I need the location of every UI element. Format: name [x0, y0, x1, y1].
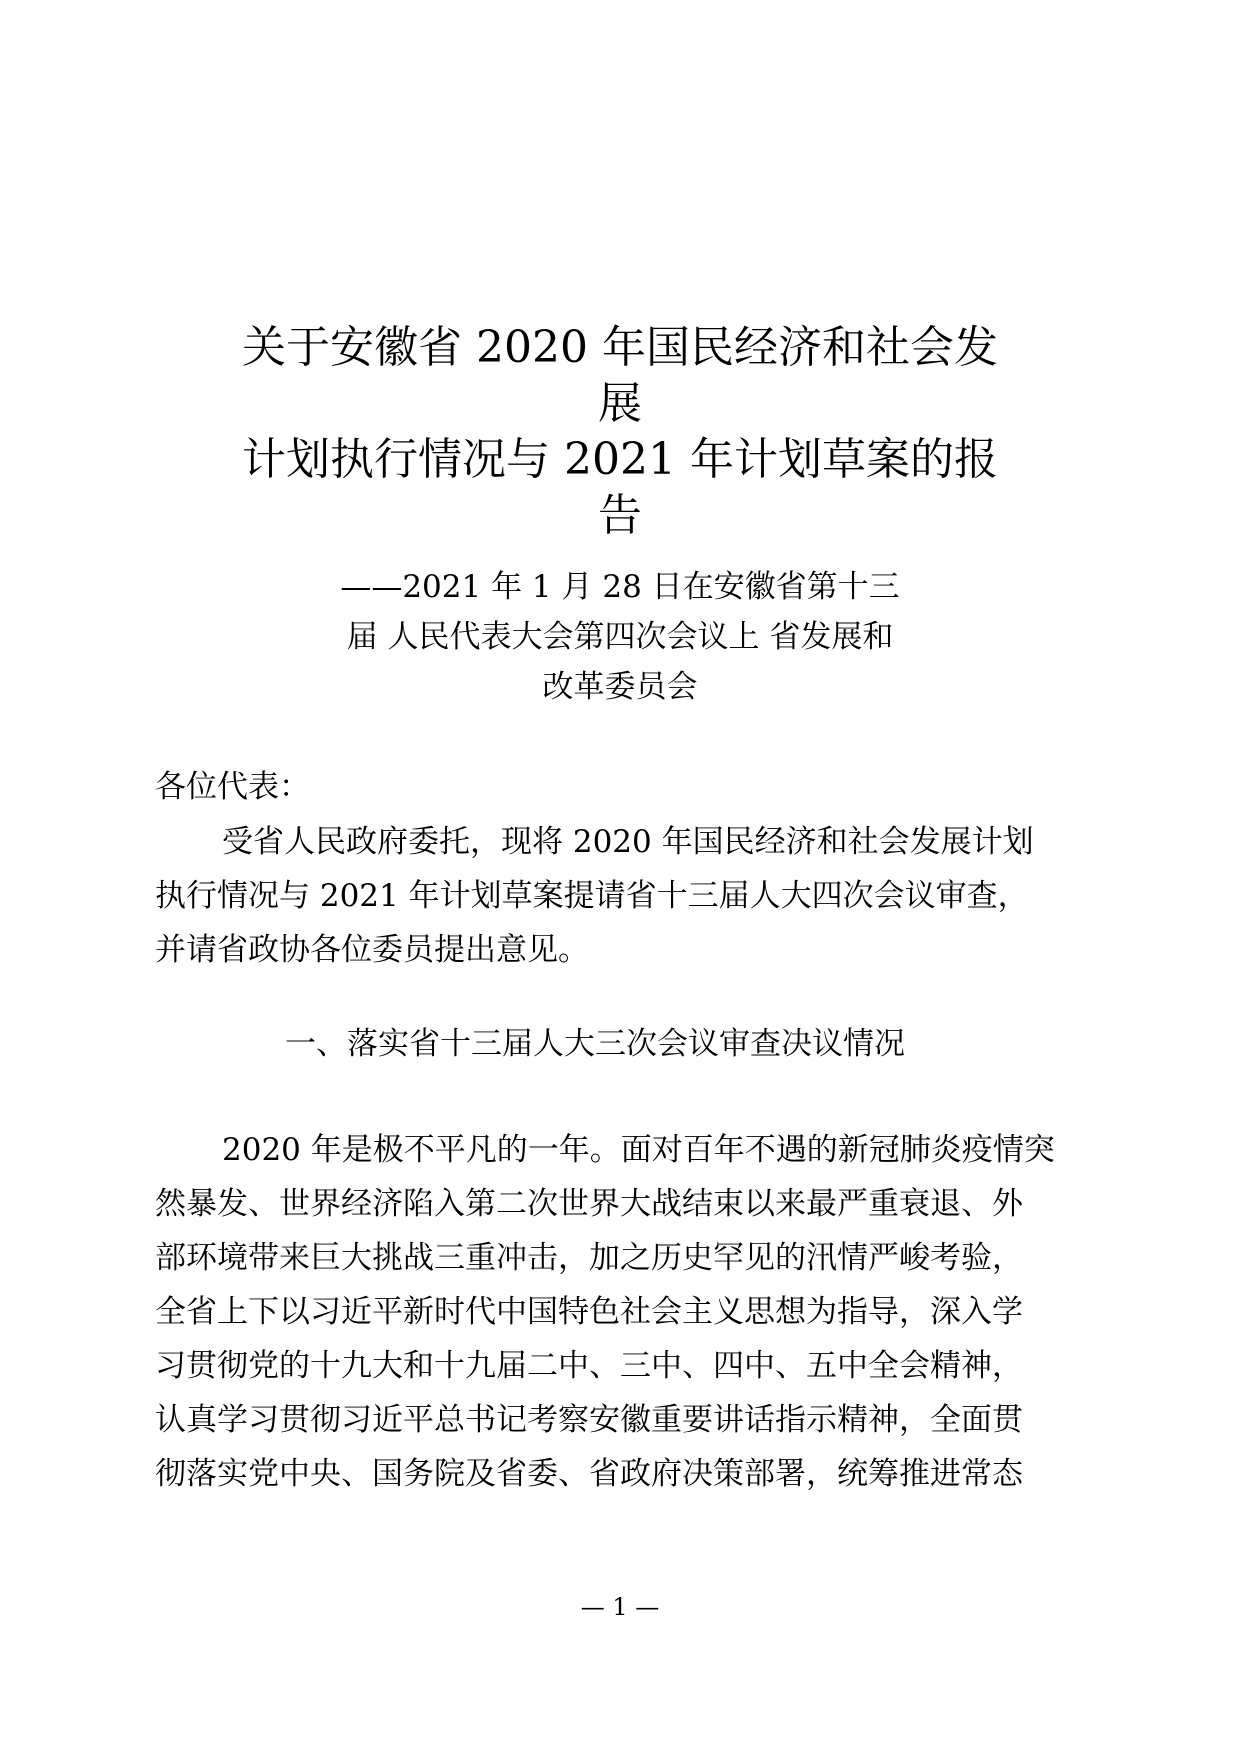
intro-line-3: 并请省政协各位委员提出意见。	[155, 932, 589, 968]
page-number: — 1 —	[580, 1593, 660, 1621]
intro-line-2: 执行情况与 2021 年计划草案提请省十三届人大四次会议审查，	[155, 878, 1029, 914]
intro-line-1: 受省人民政府委托，现将 2020 年国民经济和社会发展计划	[222, 824, 1034, 860]
title-line-1: 关于安徽省 2020 年国民经济和社会发	[242, 322, 998, 373]
salutation: 各位代表：	[155, 769, 310, 805]
body-line-6: 认真学习贯彻习近平总书记考察安徽重要讲话指示精神，全面贯	[155, 1402, 1023, 1438]
body-line-1: 2020 年是极不平凡的一年。面对百年不遇的新冠肺炎疫情突	[222, 1132, 1055, 1168]
subtitle-line-1: ——2021 年 1 月 28 日在安徽省第十三	[340, 569, 900, 605]
title-line-3: 计划执行情况与 2021 年计划草案的报	[242, 434, 998, 485]
body-line-3: 部环境带来巨大挑战三重冲击，加之历史罕见的汛情严峻考验，	[155, 1240, 1023, 1276]
body-line-5: 习贯彻党的十九大和十九届二中、三中、四中、五中全会精神，	[155, 1348, 1023, 1384]
title-line-4: 告	[598, 490, 642, 541]
body-line-2: 然暴发、世界经济陷入第二次世界大战结束以来最严重衰退、外	[155, 1186, 1023, 1222]
title-line-2: 展	[598, 378, 642, 429]
body-line-4: 全省上下以习近平新时代中国特色社会主义思想为指导，深入学	[155, 1294, 1023, 1330]
subtitle-line-2: 届 人民代表大会第四次会议上 省发展和	[346, 619, 894, 655]
body-line-7: 彻落实党中央、国务院及省委、省政府决策部署，统筹推进常态	[155, 1456, 1023, 1492]
section-heading: 一、落实省十三届人大三次会议审查决议情况	[285, 1026, 905, 1062]
subtitle-line-3: 改革委员会	[542, 669, 698, 705]
